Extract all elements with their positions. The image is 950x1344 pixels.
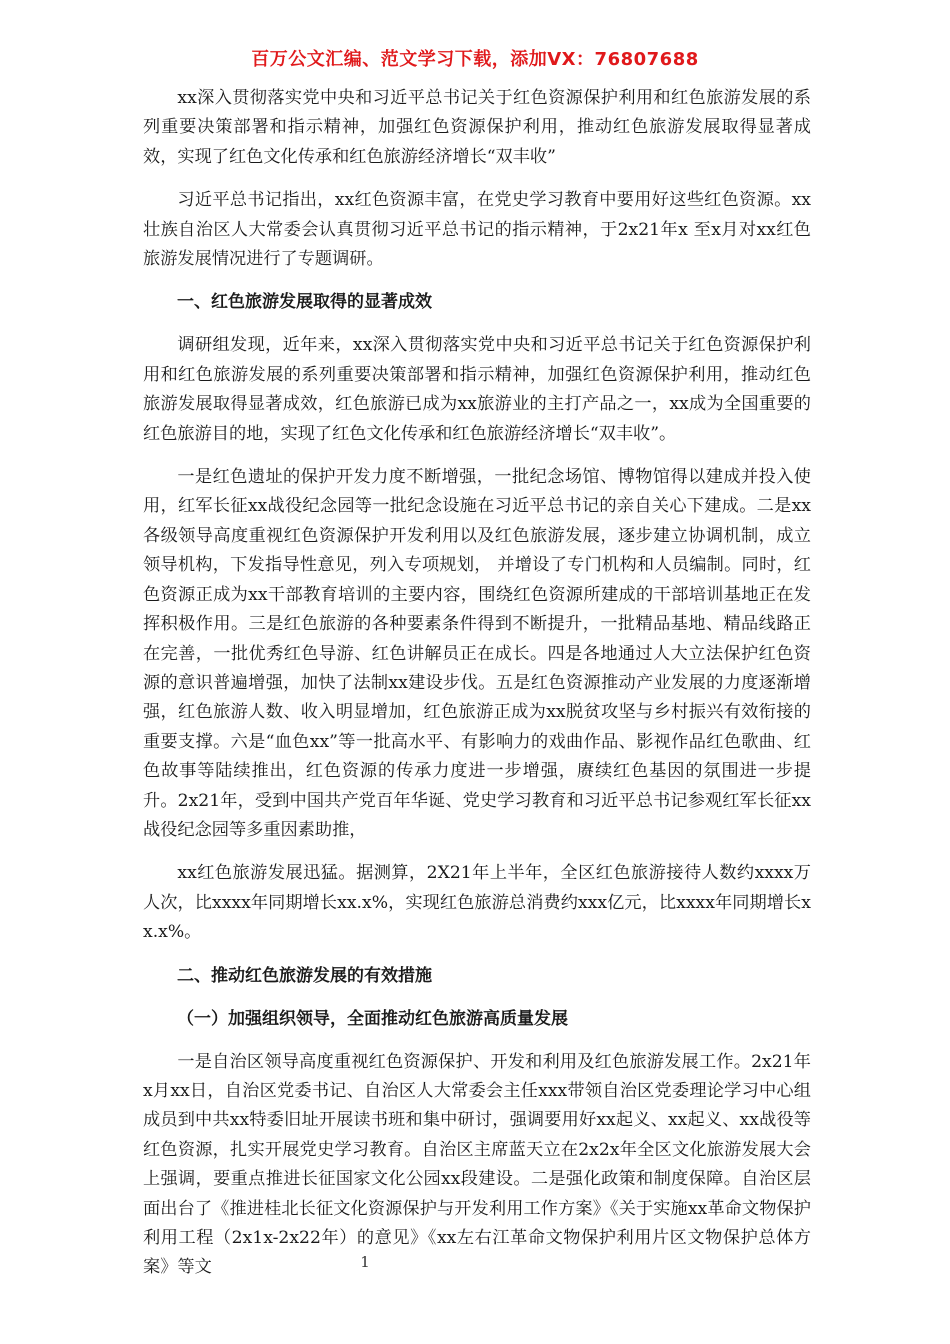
paragraph-findings: 调研组发现，近年来，xx深入贯彻落实党中央和习近平总书记关于红色资源保护利用和红色旅游发展的系列重要决策部署和指示精神，加强红色资源保护利用，推动红色旅游发展取得显著成效，红色旅游已成为xx旅游业的主打产品之一，xx成为全国重要的红色旅游目的地，实现了红色文化传承和红色旅游经济增长“双丰收”。 [143,335,811,444]
paragraph-instruction: 习近平总书记指出，xx红色资源丰富，在党史学习教育中要用好这些红色资源。xx壮族自治区人大常委会认真贯彻习近平总书记的指示精神，于2x21年x 至x月对xx红色旅游发展情况进行了专题调研。 [143,190,811,270]
page-number: 1 [360,1253,370,1271]
section-heading-2: 二、推动红色旅游发展的有效措施 [177,965,432,986]
document-body [143,84,811,1297]
subsection-heading-1: （一）加强组织领导，全面推动红色旅游高质量发展 [177,1008,568,1029]
paragraph-achievements: 一是红色遗址的保护开发力度不断增强，一批纪念场馆、博物馆得以建成并投入使用，红军长征xx战役纪念园等一批纪念设施在习近平总书记的亲自关心下建成。二是xx各级领导高度重视红色资源保护开发利用以及红色旅游发展，逐步建立协调机制，成立领导机构，下发指导性意见，列入专项规划， 并增设了专门机构和人员编制。同时，红色资源正成为xx干部教育培训的主要内容，围绕红色资源所建成的干部培训基地正在发挥积极作用。三是红色旅游的各种要素条件得到不断提升，一批精品基地、精品线路正在完善，一批优秀红色导游、红色讲解员正在成长。四是各地通过人大立法保护红色资源的意识普遍增强，加快了法制xx建设步伐。五是红色资源推动产业发展的力度逐渐增强，红色旅游人数、收入明显增加，红色旅游正成为xx脱贫攻坚与乡村振兴有效衔接的重要支撑。六是“血色xx”等一批高水平、有影响力的戏曲作品、影视作品红色歌曲、红色故事等陆续推出，红色资源的传承力度进一步增强，赓续红色基因的氛围进一步提升。2x21年，受到中国共产党百年华诞、党史学习教育和习近平总书记参观红军长征xx战役纪念园等多重因素助推， [143,467,811,840]
paragraph-measures: 一是自治区领导高度重视红色资源保护、开发和利用及红色旅游发展工作。2x21年x月xx日，自治区党委书记、自治区人大常委会主任xxx带领自治区党委理论学习中心组成员到中共xx特委旧址开展读书班和集中研讨，强调要用好xx起义、xx起义、xx战役等红色资源，扎实开展党史学习教育。自治区主席蓝天立在2x2x年全区文化旅游发展大会上强调，要重点推进长征国家文化公园xx段建设。二是强化政策和制度保障。自治区层面出台了《推进桂北长征文化资源保护与开发利用工作方案》《关于实施xx革命文物保护利用工程（2x1x-2x22年）的意见》《xx左右江革命文物保护利用片区文物保护总体方案》等文 [143,1051,811,1278]
section-heading-1: 一、红色旅游发展取得的显著成效 [177,292,432,313]
paragraph-intro: xx深入贯彻落实党中央和习近平总书记关于红色资源保护利用和红色旅游发展的系列重要决策部署和指示精神，加强红色资源保护利用，推动红色旅游发展取得显著成效，实现了红色文化传承和红色旅游经济增长“双丰收” [143,88,811,167]
promo-banner: 百万公文汇编、范文学习下载，添加VX：76807688 [251,49,699,70]
paragraph-statistics: xx红色旅游发展迅猛。据测算，2X21年上半年，全区红色旅游接待人数约xxxx万人次，比xxxx年同期增长xx.x%，实现红色旅游总消费约xxx亿元，比xxxx年同期增长xx.x%。 [143,863,811,943]
